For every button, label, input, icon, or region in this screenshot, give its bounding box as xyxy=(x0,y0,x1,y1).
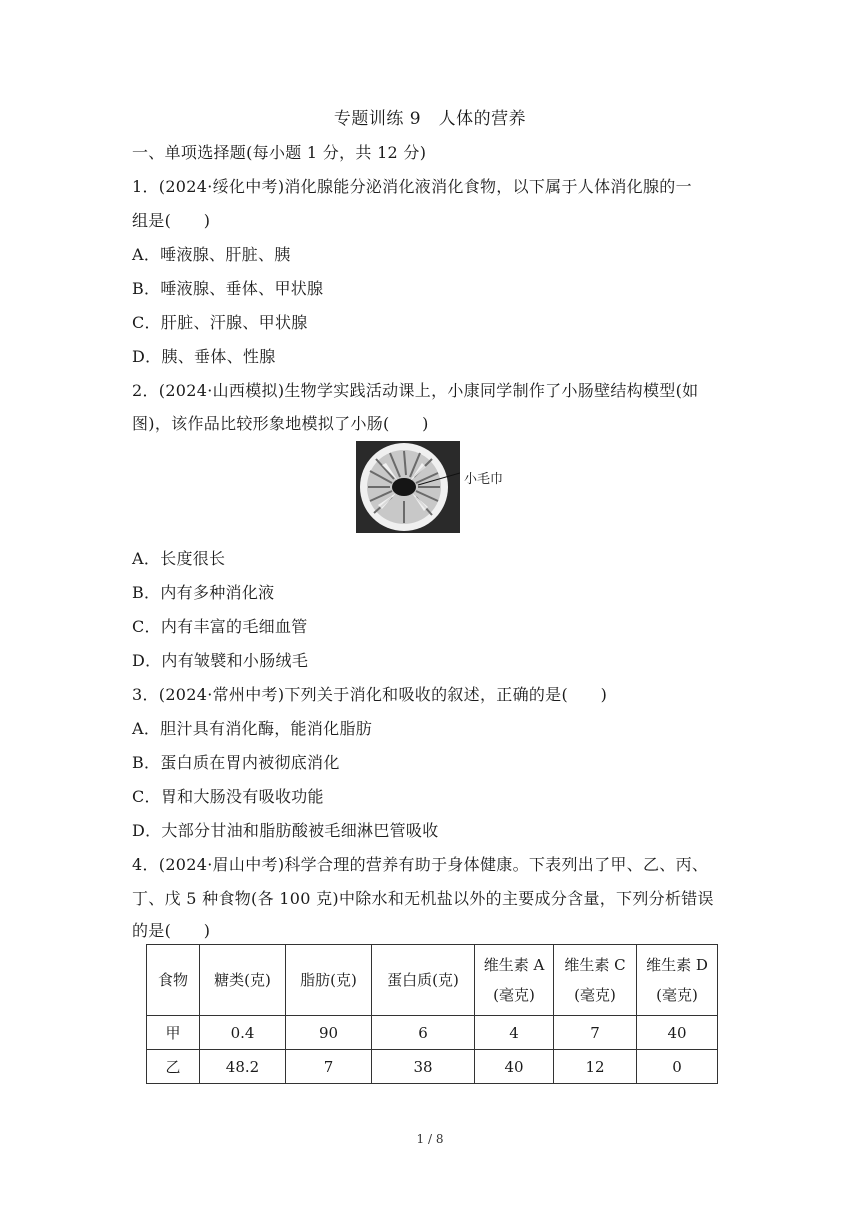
page-title: 专题训练 9 人体的营养 xyxy=(333,109,527,129)
table-cell: 7 xyxy=(286,1050,372,1084)
table-row xyxy=(147,1050,718,1084)
header-text: 食物 xyxy=(157,971,188,989)
header-cell xyxy=(200,945,286,1016)
q3-option-c: C．胃和大肠没有吸收功能 xyxy=(132,787,324,806)
table-cell: 38 xyxy=(372,1050,475,1084)
q2-stem-line1: 2．(2024·山西模拟)生物学实践活动课上，小康同学制作了小肠壁结构模型(如 xyxy=(132,381,699,400)
table-cell: 40 xyxy=(637,1016,718,1050)
q1-option-c: C．肝脏、汗腺、甲状腺 xyxy=(132,313,308,332)
table-cell: 甲 xyxy=(147,1016,200,1050)
small-intestine-model-photo xyxy=(356,441,460,533)
q2-option-b: B．内有多种消化液 xyxy=(132,583,275,602)
table-row xyxy=(147,1016,718,1050)
table-cell: 7 xyxy=(554,1016,637,1050)
table-cell: 6 xyxy=(372,1016,475,1050)
header-cell xyxy=(554,945,637,1016)
table-cell: 40 xyxy=(475,1050,554,1084)
header-cell xyxy=(147,945,200,1016)
header-text: 蛋白质(克) xyxy=(387,971,459,989)
page-number: 1 / 8 xyxy=(416,1132,444,1146)
table-cell: 12 xyxy=(554,1050,637,1084)
q1-stem-line1: 1．(2024·绥化中考)消化腺能分泌消化液消化食物，以下属于人体消化腺的一 xyxy=(132,177,692,196)
header-cell xyxy=(286,945,372,1016)
header-cell xyxy=(372,945,475,1016)
q1-option-b: B．唾液腺、垂体、甲状腺 xyxy=(132,279,324,298)
header-text: 糖类(克) xyxy=(214,971,271,989)
figure-label: 小毛巾 xyxy=(464,472,504,487)
table-cell: 48.2 xyxy=(200,1050,286,1084)
q4-stem-line3: 的是( ) xyxy=(132,921,211,940)
header-cell xyxy=(475,945,554,1016)
q2-option-a: A．长度很长 xyxy=(132,549,226,568)
q1-option-a: A．唾液腺、肝脏、胰 xyxy=(132,245,291,264)
q3-stem-line1: 3．(2024·常州中考)下列关于消化和吸收的叙述，正确的是( ) xyxy=(132,685,608,704)
header-unit: (毫克) xyxy=(574,986,616,1004)
nutrition-table xyxy=(146,944,718,1084)
table-cell: 4 xyxy=(475,1016,554,1050)
header-text: 维生素 A xyxy=(483,956,545,974)
q3-option-b: B．蛋白质在胃内被彻底消化 xyxy=(132,753,340,772)
table-cell: 90 xyxy=(286,1016,372,1050)
header-unit: (毫克) xyxy=(493,986,535,1004)
table-cell: 乙 xyxy=(147,1050,200,1084)
header-text: 维生素 D xyxy=(646,956,708,974)
q3-option-d: D．大部分甘油和脂肪酸被毛细淋巴管吸收 xyxy=(132,821,439,840)
q3-option-a: A．胆汁具有消化酶，能消化脂肪 xyxy=(132,719,373,738)
q2-stem-line2: 图)，该作品比较形象地模拟了小肠( ) xyxy=(132,414,429,433)
header-cell xyxy=(637,945,718,1016)
q4-stem-line2: 丁、戊 5 种食物(各 100 克)中除水和无机盐以外的主要成分含量，下列分析错误 xyxy=(132,889,714,908)
table-header-row xyxy=(147,945,718,1016)
table-cell: 0 xyxy=(637,1050,718,1084)
header-text: 维生素 C xyxy=(564,956,626,974)
q4-stem-line1: 4．(2024·眉山中考)科学合理的营养有助于身体健康。下表列出了甲、乙、丙、 xyxy=(132,855,709,874)
header-text: 脂肪(克) xyxy=(300,971,357,989)
header-unit: (毫克) xyxy=(656,986,698,1004)
table-cell: 0.4 xyxy=(200,1016,286,1050)
section-heading: 一、单项选择题(每小题 1 分，共 12 分) xyxy=(132,143,427,162)
q2-option-c: C．内有丰富的毛细血管 xyxy=(132,617,308,636)
q2-option-d: D．内有皱襞和小肠绒毛 xyxy=(132,651,309,670)
q1-stem-line2: 组是( ) xyxy=(132,211,211,230)
q1-option-d: D．胰、垂体、性腺 xyxy=(132,347,276,366)
